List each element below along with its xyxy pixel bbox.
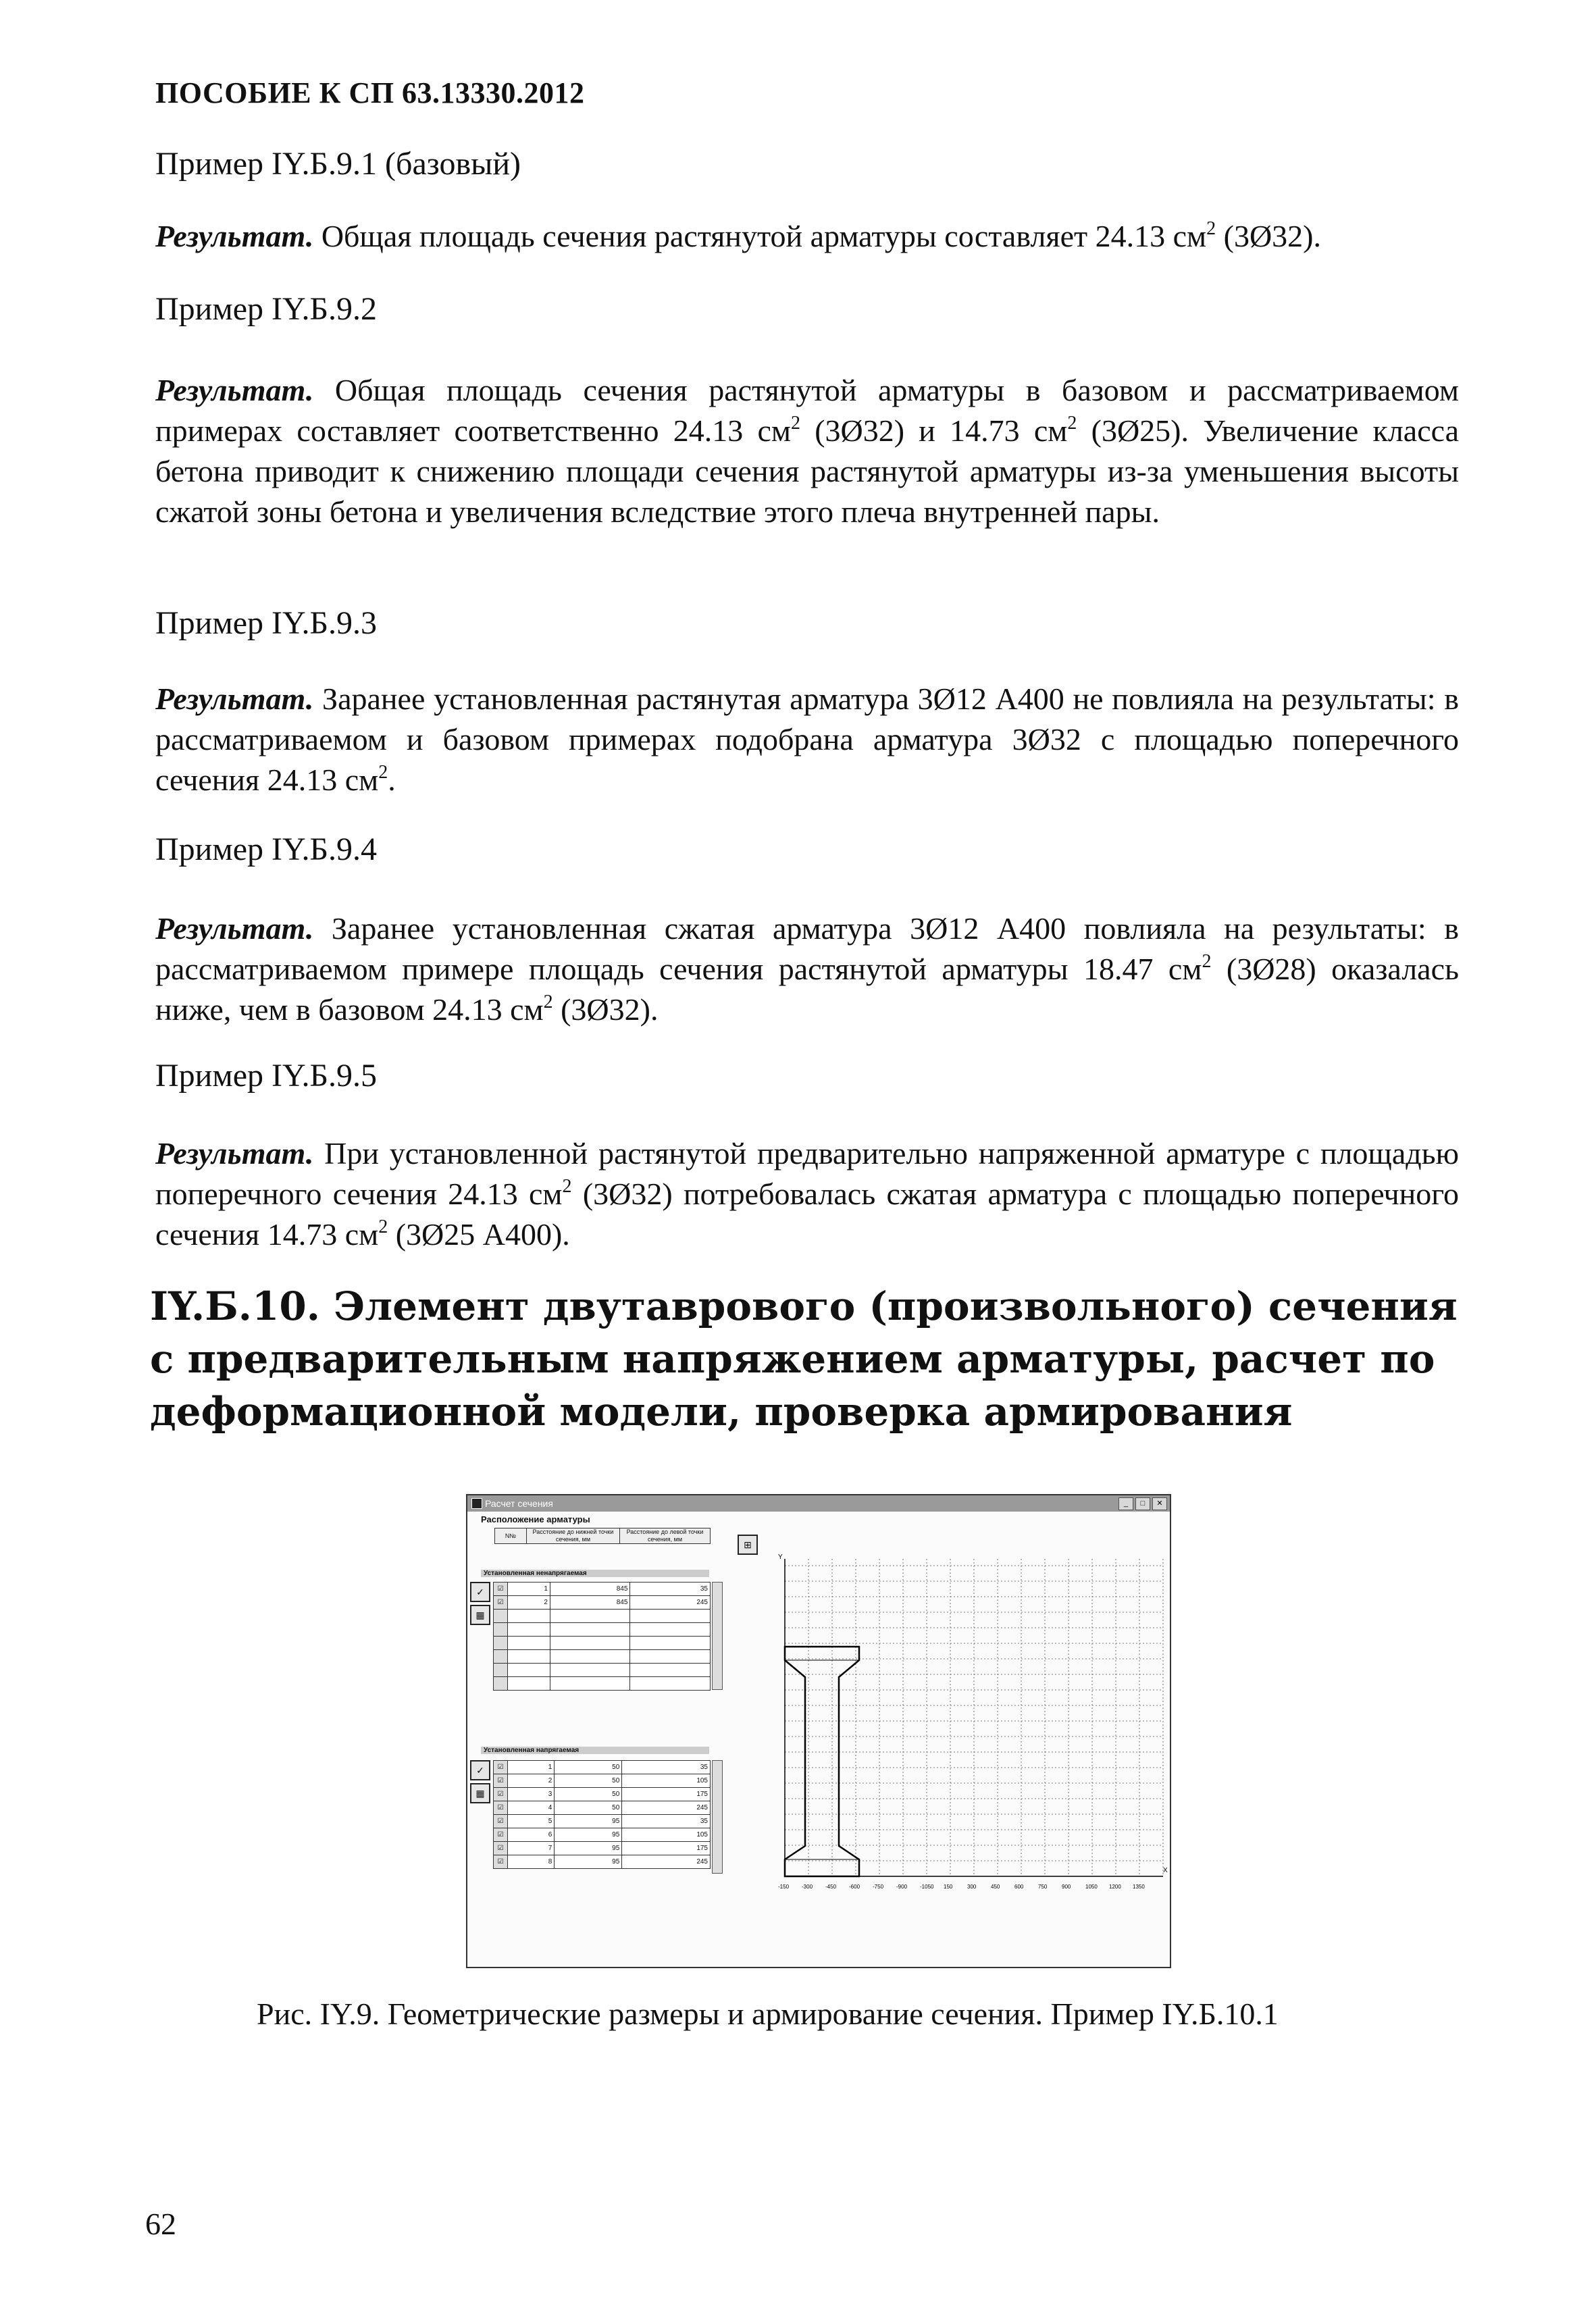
column-header-table bbox=[494, 1528, 711, 1544]
x-tick-label: 300 bbox=[967, 1884, 977, 1890]
table-cell[interactable]: 4 bbox=[508, 1801, 555, 1815]
example-result-paragraph: Результат. Общая площадь сечения растянутой арматуры в базовом и рассматриваемом примерах составляет соответственно 24.13 $см^2$ (3Ø32) и 14.73 $см^2$ (3Ø25). Увеличение класса бетона приводит к снижению площади сечения растянутой арматуры из-за уменьшения высоты сжатой зоны бетона и увеличения вследствие этого плеча внутренней пары. bbox=[155, 373, 1460, 529]
table-cell[interactable] bbox=[630, 1677, 711, 1691]
table-row[interactable] bbox=[494, 1583, 711, 1596]
table-cell[interactable]: 95 bbox=[555, 1855, 622, 1869]
table-row[interactable] bbox=[494, 1788, 711, 1801]
result-label: Результат. bbox=[155, 219, 314, 253]
table-cell[interactable] bbox=[550, 1623, 630, 1637]
table-cell[interactable]: 3 bbox=[508, 1788, 555, 1801]
superscript: 2 bbox=[562, 1175, 572, 1197]
example-heading: Пример IY.Б.9.1 (базовый) bbox=[155, 146, 521, 182]
table-cell[interactable]: 5 bbox=[508, 1815, 555, 1828]
example-result-paragraph: Результат. Заранее установленная растянутая арматура 3Ø12 А400 не повлияла на результаты: в рассматриваемом и базовом примерах подобрана арматура 3Ø32 с площадью поперечного сечения 24.13 $см^2$. bbox=[155, 682, 1459, 797]
table-cell[interactable]: 35 bbox=[630, 1583, 711, 1596]
table-cell[interactable]: 95 bbox=[555, 1842, 622, 1855]
table-row[interactable] bbox=[494, 1610, 711, 1623]
table-cell[interactable]: 2 bbox=[508, 1774, 555, 1788]
result-label: Результат. bbox=[155, 682, 314, 716]
x-tick-label: -300 bbox=[802, 1884, 813, 1890]
check-icon[interactable]: ✓ bbox=[470, 1760, 490, 1780]
table-cell[interactable]: 50 bbox=[555, 1774, 622, 1788]
x-tick-label: -600 bbox=[849, 1884, 860, 1890]
table-cell[interactable]: 1 bbox=[508, 1583, 550, 1596]
window-title: Расчет сечения bbox=[485, 1498, 553, 1509]
table-cell[interactable]: 1 bbox=[508, 1761, 555, 1774]
table-row[interactable] bbox=[494, 1650, 711, 1664]
x-tick-label: 1350 bbox=[1133, 1884, 1145, 1890]
x-tick-label: 900 bbox=[1062, 1884, 1071, 1890]
superscript: 2 bbox=[1206, 217, 1216, 239]
table-cell[interactable]: 2 bbox=[508, 1596, 550, 1610]
table-cell[interactable] bbox=[508, 1650, 550, 1664]
table-cell[interactable]: 50 bbox=[555, 1761, 622, 1774]
superscript: 2 bbox=[791, 412, 800, 434]
table-cell[interactable] bbox=[508, 1664, 550, 1677]
row-checkbox[interactable]: ☑ bbox=[494, 1583, 508, 1596]
scrollbar[interactable] bbox=[712, 1582, 723, 1690]
table-cell[interactable] bbox=[494, 1623, 508, 1637]
table-cell[interactable] bbox=[494, 1677, 508, 1691]
x-tick-label: 1050 bbox=[1085, 1884, 1098, 1890]
x-tick-label: 1200 bbox=[1109, 1884, 1121, 1890]
row-checkbox[interactable]: ☑ bbox=[494, 1828, 508, 1842]
table-cell[interactable] bbox=[494, 1637, 508, 1650]
row-checkbox[interactable]: ☑ bbox=[494, 1596, 508, 1610]
table-cell[interactable] bbox=[508, 1610, 550, 1623]
table-cell[interactable] bbox=[630, 1664, 711, 1677]
table-cell[interactable]: 35 bbox=[622, 1761, 711, 1774]
table-cell[interactable] bbox=[550, 1664, 630, 1677]
y-axis-label: Y bbox=[778, 1553, 783, 1561]
grid-icon[interactable]: ▦ bbox=[470, 1783, 490, 1803]
table-cell[interactable]: 8 bbox=[508, 1855, 555, 1869]
table-cell[interactable]: 175 bbox=[622, 1842, 711, 1855]
x-tick-label: -150 bbox=[778, 1884, 790, 1890]
panel-title: Расположение арматуры bbox=[481, 1514, 590, 1524]
result-label: Результат. bbox=[155, 911, 314, 946]
table-cell[interactable] bbox=[630, 1623, 711, 1637]
table-cell[interactable]: 845 bbox=[550, 1596, 630, 1610]
x-tick-label: 150 bbox=[944, 1884, 953, 1890]
table-cell[interactable]: 245 bbox=[622, 1801, 711, 1815]
superscript: 2 bbox=[543, 991, 553, 1012]
table-cell[interactable] bbox=[550, 1610, 630, 1623]
table-row[interactable] bbox=[494, 1761, 711, 1774]
x-tick-label: -450 bbox=[825, 1884, 837, 1890]
table-cell[interactable]: 245 bbox=[630, 1596, 711, 1610]
x-tick-label: 450 bbox=[991, 1884, 1000, 1890]
plot-grid bbox=[785, 1559, 1163, 1876]
x-axis-label: X bbox=[1163, 1867, 1168, 1874]
table-cell[interactable]: 50 bbox=[555, 1788, 622, 1801]
group1-buttons bbox=[470, 1582, 490, 1625]
scrollbar[interactable] bbox=[712, 1760, 723, 1874]
figure-screenshot bbox=[466, 1494, 1171, 1968]
table-cell[interactable]: 105 bbox=[622, 1774, 711, 1788]
nonprestressed-table bbox=[493, 1582, 711, 1691]
section-plot bbox=[758, 1545, 1170, 1897]
row-checkbox[interactable]: ☑ bbox=[494, 1788, 508, 1801]
example-heading: Пример IY.Б.9.5 bbox=[155, 1058, 378, 1094]
table-cell[interactable] bbox=[494, 1650, 508, 1664]
running-head: ПОСОБИЕ К СП 63.13330.2012 bbox=[155, 76, 585, 109]
x-tick-labels bbox=[778, 1884, 1145, 1890]
i-beam-section-outline bbox=[785, 1647, 859, 1876]
table-cell[interactable]: 245 bbox=[622, 1855, 711, 1869]
example-result-paragraph: Результат. Общая площадь сечения растянутой арматуры составляет 24.13 $см^2$ (3Ø32). bbox=[155, 217, 1321, 253]
maximize-icon[interactable]: □ bbox=[1135, 1497, 1150, 1510]
row-checkbox[interactable]: ☑ bbox=[494, 1842, 508, 1855]
table-cell[interactable] bbox=[508, 1677, 550, 1691]
table-cell[interactable]: 35 bbox=[622, 1815, 711, 1828]
table-row[interactable] bbox=[494, 1815, 711, 1828]
table-cell[interactable] bbox=[508, 1637, 550, 1650]
superscript: 2 bbox=[1067, 412, 1077, 434]
figure-caption: Рис. IY.9. Геометрические размеры и армирование сечения. Пример IY.Б.10.1 bbox=[257, 1997, 1279, 2031]
col-header: Расстояние до левой точки сечения, мм bbox=[619, 1528, 710, 1544]
page-number: 62 bbox=[145, 2207, 176, 2241]
table-row[interactable] bbox=[494, 1664, 711, 1677]
table-cell[interactable] bbox=[494, 1610, 508, 1623]
table-cell[interactable]: 95 bbox=[555, 1828, 622, 1842]
check-icon[interactable]: ✓ bbox=[470, 1582, 490, 1602]
table-cell[interactable] bbox=[508, 1623, 550, 1637]
prestressed-table bbox=[493, 1760, 711, 1869]
table-row[interactable] bbox=[494, 1596, 711, 1610]
col-header: N№ bbox=[495, 1528, 527, 1544]
group-label: Установленная напрягаемая bbox=[481, 1747, 709, 1754]
row-checkbox[interactable]: ☑ bbox=[494, 1815, 508, 1828]
table-cell[interactable] bbox=[550, 1650, 630, 1664]
x-tick-label: -900 bbox=[896, 1884, 908, 1890]
table-row[interactable] bbox=[494, 1842, 711, 1855]
section-title: IY.Б.10. Элемент двутаврового (произвольного) сечения с предварительным напряжением арматуры, расчет по деформационной модели, проверка армирования bbox=[150, 1283, 1458, 1435]
table-cell[interactable]: 175 bbox=[622, 1788, 711, 1801]
table-cell[interactable]: 95 bbox=[555, 1815, 622, 1828]
x-tick-label: -1050 bbox=[920, 1884, 934, 1890]
table-cell[interactable] bbox=[630, 1650, 711, 1664]
table-cell[interactable] bbox=[494, 1664, 508, 1677]
plot-settings-icon[interactable]: ⊞ bbox=[738, 1535, 758, 1555]
minimize-icon[interactable]: _ bbox=[1118, 1497, 1133, 1510]
table-row[interactable] bbox=[494, 1828, 711, 1842]
table-cell[interactable]: 105 bbox=[622, 1828, 711, 1842]
superscript: 2 bbox=[1202, 950, 1212, 972]
row-checkbox[interactable]: ☑ bbox=[494, 1801, 508, 1815]
x-tick-label: 750 bbox=[1038, 1884, 1048, 1890]
example-heading: Пример IY.Б.9.3 bbox=[155, 605, 378, 641]
grid-icon[interactable]: ▦ bbox=[470, 1605, 490, 1625]
table-row[interactable] bbox=[494, 1855, 711, 1869]
table-cell[interactable] bbox=[630, 1610, 711, 1623]
example-heading: Пример IY.Б.9.2 bbox=[155, 291, 378, 327]
table-cell[interactable]: 845 bbox=[550, 1583, 630, 1596]
close-icon[interactable]: ✕ bbox=[1152, 1497, 1167, 1510]
row-checkbox[interactable]: ☑ bbox=[494, 1774, 508, 1788]
col-header: Расстояние до нижней точки сечения, мм bbox=[527, 1528, 620, 1544]
superscript: 2 bbox=[378, 761, 388, 783]
group-label: Установленная ненапрягаемая bbox=[481, 1570, 709, 1577]
result-label: Результат. bbox=[155, 1136, 314, 1171]
group2-buttons bbox=[470, 1760, 490, 1803]
example-result-paragraph: Результат. Заранее установленная сжатая арматура 3Ø12 А400 повлияла на результаты: в рассматриваемом примере площадь сечения растянутой арматуры 18.47 $см^2$ (3Ø28) оказалась ниже, чем в базовом 24.13 $см^2$ (3Ø32). bbox=[155, 911, 1459, 1027]
x-tick-label: 600 bbox=[1014, 1884, 1024, 1890]
result-label: Результат. bbox=[155, 373, 314, 407]
window-controls bbox=[1118, 1497, 1167, 1510]
table-row[interactable] bbox=[494, 1637, 711, 1650]
table-cell[interactable]: 50 bbox=[555, 1801, 622, 1815]
table-cell[interactable] bbox=[550, 1637, 630, 1650]
table-cell[interactable]: 6 bbox=[508, 1828, 555, 1842]
table-row[interactable] bbox=[494, 1623, 711, 1637]
superscript: 2 bbox=[378, 1216, 388, 1237]
table-cell[interactable]: 7 bbox=[508, 1842, 555, 1855]
app-icon bbox=[471, 1498, 482, 1509]
example-heading: Пример IY.Б.9.4 bbox=[155, 831, 378, 867]
table-row[interactable] bbox=[494, 1677, 711, 1691]
x-tick-label: -750 bbox=[873, 1884, 884, 1890]
table-cell[interactable] bbox=[630, 1637, 711, 1650]
example-result-paragraph: Результат. При установленной растянутой предварительно напряженной арматуре с площадью поперечного сечения 24.13 $см^2$ (3Ø32) потребовалась сжатая арматура с площадью поперечного сечения 14.73 $см^2$ (3Ø25 А400). bbox=[155, 1136, 1459, 1252]
table-row[interactable] bbox=[494, 1774, 711, 1788]
window-titlebar bbox=[467, 1495, 1170, 1512]
table-row[interactable] bbox=[494, 1801, 711, 1815]
row-checkbox[interactable]: ☑ bbox=[494, 1855, 508, 1869]
row-checkbox[interactable]: ☑ bbox=[494, 1761, 508, 1774]
table-cell[interactable] bbox=[550, 1677, 630, 1691]
